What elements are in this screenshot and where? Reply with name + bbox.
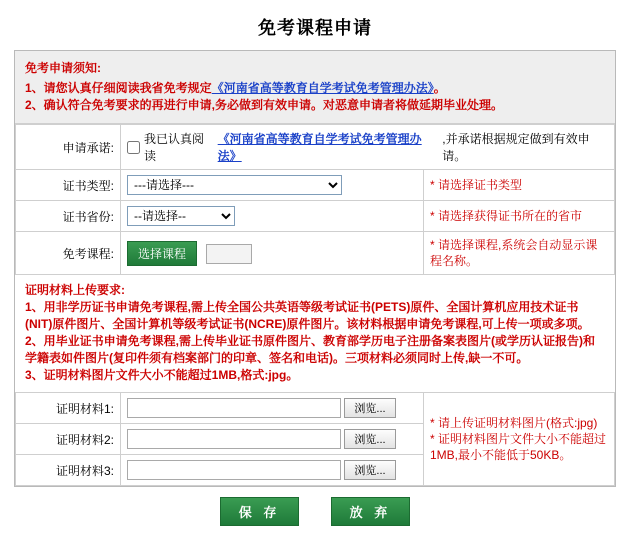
cert-province-hint: * 请选择获得证书所在的省市 [424,201,615,232]
upload-1-field-cell [121,393,424,424]
notice-line-1-text-a: 1、请您认真仔细阅读我省免考规定 [25,81,212,95]
upload-3-path-input[interactable] [127,460,341,480]
form-actions [0,487,630,534]
save-button[interactable]: 保 存 [220,497,300,526]
upload-hints-cell [424,393,615,486]
exempt-course-hint: * 请选择课程,系统会自动显示课程名称。 [424,232,615,275]
upload-3-label: 证明材料3: [16,455,121,486]
notice-line-2: 2、确认符合免考要求的再进行申请,务必做到有效申请。对恶意申请者将做延期毕业处理。 [25,98,504,112]
notice-line-1-text-b: 。 [433,81,446,95]
table-row-cert-type [16,170,615,201]
commitment-text-b: ,并承诺根据规定做到有效申请。 [442,132,590,163]
table-row-commitment [16,125,615,170]
application-fields-table [15,124,615,275]
upload-2-field-cell [121,424,424,455]
upload-notice-line-3: 3、证明材料图片文件大小不能超过1MB,格式:jpg。 [25,368,299,382]
upload-notice-title: 证明材料上传要求: [25,283,125,297]
cert-province-label: 证书省份: [16,201,121,232]
upload-1-browse-button[interactable]: 浏览... [344,398,396,418]
upload-3-browse-button[interactable]: 浏览... [344,460,396,480]
notice-title: 免考申请须知: [25,61,101,75]
upload-notice-line-1: 1、用非学历证书申请免考课程,需上传全国公共英语等级考试证书(PETS)原件、全国计算机应用技术证书(NIT)原件图片、全国计算机等级考试证书(NCRE)原件图片。该材料根据申请免考课程,可上传一项或多项。 [25,300,590,331]
table-row-exempt-course [16,232,615,275]
upload-hint-line-2: * 证明材料图片文件大小不能超过1MB,最小不能低于50KB。 [430,432,607,462]
exempt-course-label: 免考课程: [16,232,121,275]
cert-type-label: 证书类型: [16,170,121,201]
cert-province-field-cell [121,201,424,232]
cert-type-select[interactable] [127,175,342,195]
exempt-course-field-cell [121,232,424,275]
table-row-upload-1 [16,393,615,424]
upload-2-browse-button[interactable]: 浏览... [344,429,396,449]
course-name-display [206,244,252,264]
application-notice [15,51,615,124]
notice-line-1 [25,80,605,97]
commitment-label: 申请承诺: [16,125,121,170]
upload-2-path-input[interactable] [127,429,341,449]
commitment-regulation-link[interactable]: 《河南省高等教育自学考试免考管理办法》 [217,132,422,163]
exemption-application-form [14,50,616,487]
upload-requirements-notice [15,275,615,392]
upload-notice-line-2: 2、用毕业证书申请免考课程,需上传毕业证书原件图片、教育部学历电子注册备案表图片(或学历认证报告)和学籍表如件图片(复印件须有档案部门的印章、签名和电话)。三项材料必须同时上传,缺一不可。 [25,334,596,365]
notice-regulation-link[interactable]: 《河南省高等教育自学考试免考管理办法》 [211,81,434,95]
cert-type-hint: * 请选择证书类型 [424,170,615,201]
cancel-button[interactable]: 放 弃 [331,497,411,526]
select-course-button[interactable]: 选择课程 [127,241,197,266]
page-title: 免考课程申请 [258,18,372,38]
upload-2-label: 证明材料2: [16,424,121,455]
cert-type-field-cell [121,170,424,201]
cert-province-select[interactable] [127,206,235,226]
upload-1-path-input[interactable] [127,398,341,418]
commitment-text-a: 我已认真阅读 [144,132,205,163]
table-row-cert-province [16,201,615,232]
upload-3-field-cell [121,455,424,486]
commitment-checkbox[interactable] [127,141,140,154]
upload-fields-table [15,392,615,486]
upload-hint-line-1: * 请上传证明材料图片(格式:jpg) [430,416,598,430]
commitment-field-cell [121,125,615,170]
upload-1-label: 证明材料1: [16,393,121,424]
